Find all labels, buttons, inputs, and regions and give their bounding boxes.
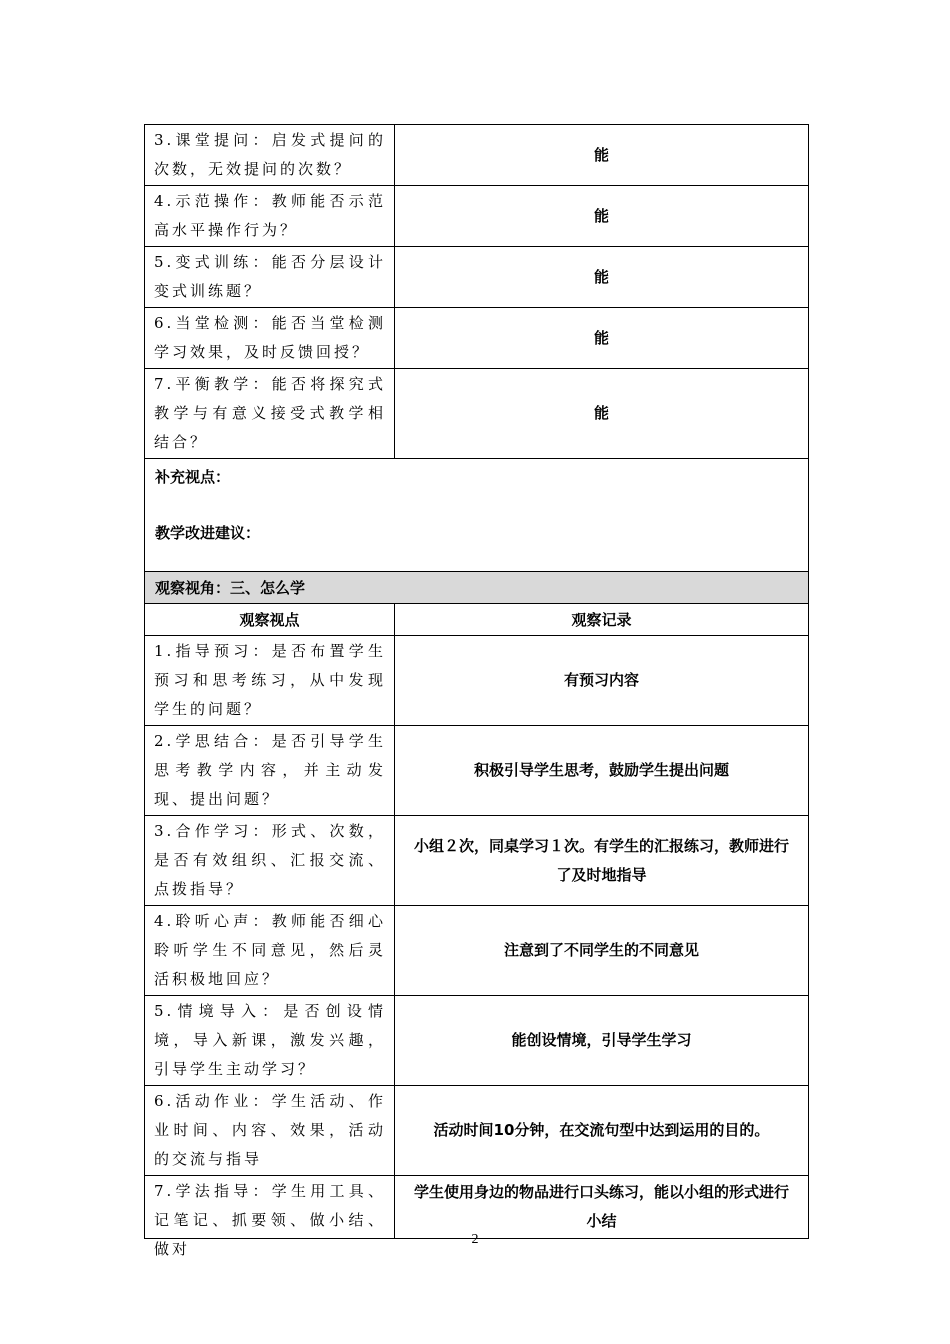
table-row <box>145 1086 809 1176</box>
table-row <box>145 726 809 816</box>
observation-record: 能 <box>395 186 809 247</box>
column-header-row <box>145 604 809 636</box>
notes-row <box>145 459 809 572</box>
table-row <box>145 308 809 369</box>
observation-point: 4.聆听心声：教师能否细心聆听学生不同意见，然后灵活积极地回应？ <box>145 906 395 996</box>
notes-cell <box>145 459 809 572</box>
observation-point: 6.活动作业：学生活动、作业时间、内容、效果，活动的交流与指导 <box>145 1086 395 1176</box>
table-row <box>145 996 809 1086</box>
suggestion-label: 教学改进建议： <box>155 524 261 542</box>
observation-point: 2.学思结合：是否引导学生思考教学内容，并主动发现、提出问题？ <box>145 726 395 816</box>
observation-point-text: 7.学法指导：学生用工具、记笔记、抓要领、做小结、做对 <box>154 1182 386 1258</box>
observation-record: 能 <box>395 125 809 186</box>
table-row <box>145 247 809 308</box>
observation-record: 能 <box>395 369 809 459</box>
observation-record: 注意到了不同学生的不同意见 <box>395 906 809 996</box>
part2-body <box>145 125 809 636</box>
observation-record: 小组２次，同桌学习１次。有学生的汇报练习，教师进行了及时地指导 <box>395 816 809 906</box>
observation-record: 能 <box>395 308 809 369</box>
observation-record: 有预习内容 <box>395 636 809 726</box>
observation-point: 6.当堂检测：能否当堂检测学习效果，及时反馈回授？ <box>145 308 395 369</box>
table-row <box>145 906 809 996</box>
observation-record: 积极引导学生思考，鼓励学生提出问题 <box>395 726 809 816</box>
observation-point <box>145 1176 395 1258</box>
table-row <box>145 186 809 247</box>
observation-point: 3.合作学习：形式、次数，是否有效组织、汇报交流、点拨指导？ <box>145 816 395 906</box>
observation-record: 能 <box>395 247 809 308</box>
observation-record: 活动时间10分钟，在交流句型中达到运用的目的。 <box>395 1086 809 1176</box>
table-row <box>145 125 809 186</box>
table-row <box>145 816 809 906</box>
column-header-point: 观察视点 <box>145 604 395 636</box>
column-header-record: 观察记录 <box>395 604 809 636</box>
observation-point: 1.指导预习：是否布置学生预习和思考练习，从中发现学生的问题？ <box>145 636 395 726</box>
observation-record: 能创设情境，引导学生学习 <box>395 996 809 1086</box>
observation-point: 3.课堂提问：启发式提问的次数，无效提问的次数？ <box>145 125 395 186</box>
observation-point: 7.平衡教学：能否将探究式教学与有意义接受式教学相结合？ <box>145 369 395 459</box>
table-row <box>145 636 809 726</box>
section-title: 观察视角：三、怎么学 <box>145 572 809 604</box>
observation-point: 5.变式训练：能否分层设计变式训练题？ <box>145 247 395 308</box>
observation-table <box>144 124 809 1258</box>
page-number: 2 <box>471 1232 479 1247</box>
section-header-row <box>145 572 809 604</box>
table-row <box>145 1176 809 1239</box>
observation-point: 4.示范操作：教师能否示范高水平操作行为？ <box>145 186 395 247</box>
table-row <box>145 369 809 459</box>
observation-table-container <box>144 124 808 1258</box>
observation-point: 5.情境导入：是否创设情境，导入新课，激发兴趣，引导学生主动学习？ <box>145 996 395 1086</box>
part3-body <box>145 636 809 1258</box>
supplement-label: 补充视点： <box>155 468 231 486</box>
observation-record: 学生使用身边的物品进行口头练习，能以小组的形式进行小结 <box>395 1176 809 1239</box>
